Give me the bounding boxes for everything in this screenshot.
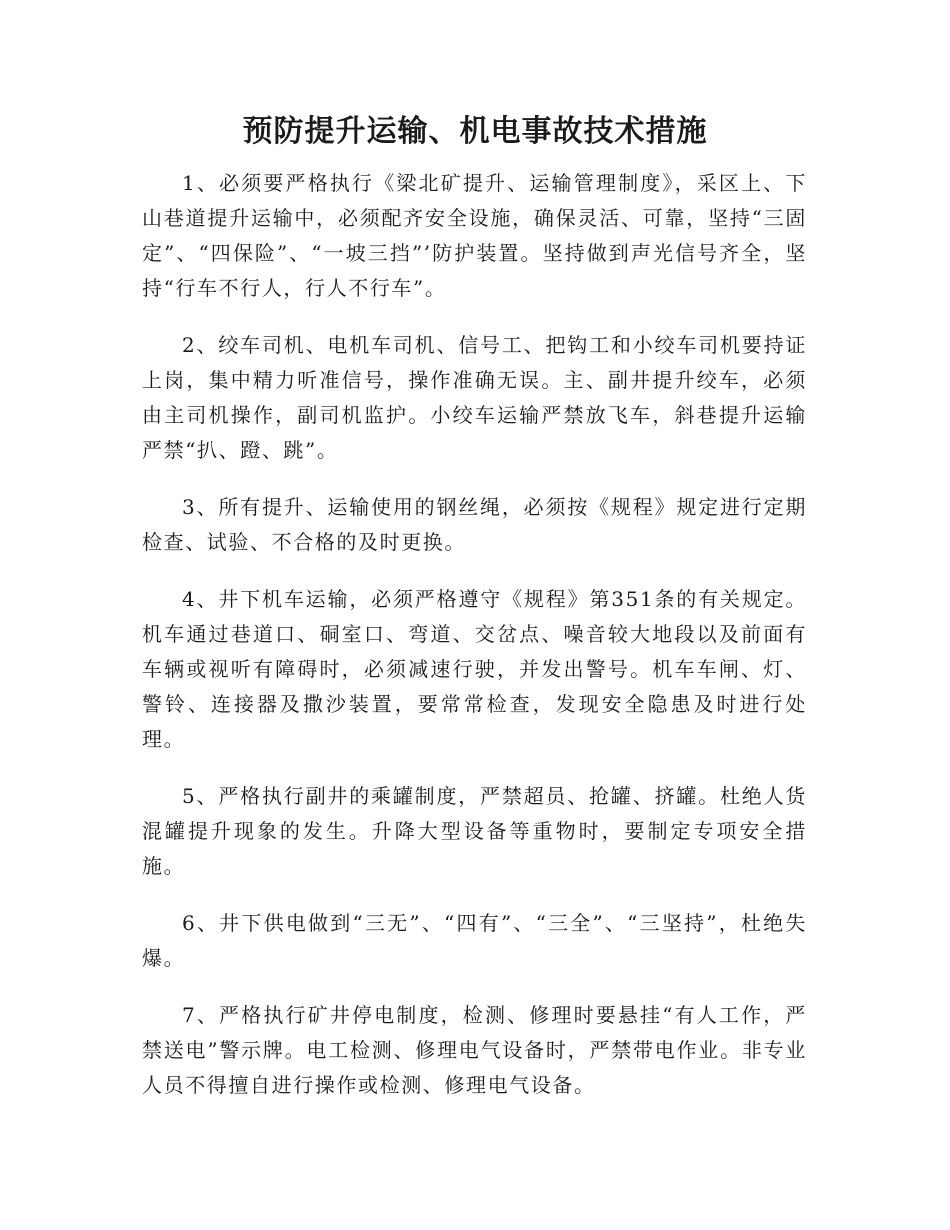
document-body	[142, 166, 807, 1125]
document-title: 预防提升运输、机电事故技术措施	[242, 114, 708, 149]
paragraph-3: 3、所有提升、运输使用的钢丝绳，必须按《规程》规定进行定期检查、试验、不合格的及时更换。	[142, 495, 807, 554]
paragraph-6: 6、井下供电做到“三无”、“四有”、“三全”、“三坚持”，杜绝失爆。	[142, 911, 807, 970]
paragraph-1: 1、必须要严格执行《梁北矿提升、运输管理制度》，采区上、下山巷道提升运输中，必须配齐安全设施，确保灵活、可靠，坚持“三固定”、“四保险”、“一坡三挡”’防护装置。坚持做到声光信号齐全，坚持“行车不行人，行人不行车”。	[142, 171, 807, 300]
paragraph-2: 2、绞车司机、电机车司机、信号工、把钩工和小绞车司机要持证上岗，集中精力听准信号，操作准确无误。主、副井提升绞车，必须由主司机操作，副司机监护。小绞车运输严禁放飞车，斜巷提升运输严禁“扒、蹬、跳”。	[142, 333, 807, 462]
paragraph-4: 4、井下机车运输，必须严格遵守《规程》第351条的有关规定。机车通过巷道口、硐室口、弯道、交岔点、噪音较大地段以及前面有车辆或视听有障碍时，必须减速行驶，并发出警号。机车车闸、灯、警铃、连接器及撒沙装置，要常常检查，发现安全隐患及时进行处理。	[142, 587, 807, 751]
paragraph-7: 7、严格执行矿井停电制度，检测、修理时要悬挂“有人工作，严禁送电”警示牌。电工检测、修理电气设备时，严禁带电作业。非专业人员不得擅自进行操作或检测、修理电气设备。	[142, 1003, 807, 1097]
paragraph-5: 5、严格执行副井的乘罐制度，严禁超员、抢罐、挤罐。杜绝人货混罐提升现象的发生。升降大型设备等重物时，要制定专项安全措施。	[142, 784, 807, 878]
